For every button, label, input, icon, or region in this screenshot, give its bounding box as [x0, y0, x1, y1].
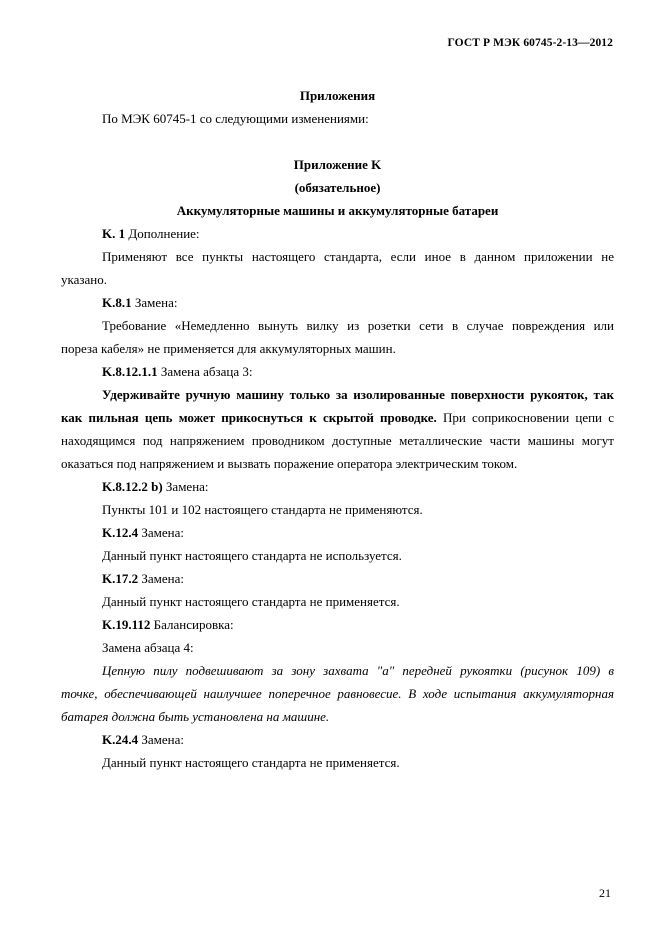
clause-k8121-warning-line [61, 383, 614, 406]
clause-k8122-text: Пункты 101 и 102 настоящего стандарта не применяются. [102, 502, 423, 517]
document-body [61, 84, 614, 774]
clause-k8121-heading [61, 360, 614, 383]
clause-k19112-heading [61, 613, 614, 636]
clause-number: K.19.112 [102, 617, 151, 632]
clause-k8121-text-line: находящимся под напряжением проводником доступные металлические части машины могут [61, 433, 614, 448]
clause-number: K.8.1 [102, 295, 132, 310]
clause-k244-text: Данный пункт настоящего стандарта не применяется. [102, 755, 400, 770]
clause-action: Балансировка: [150, 617, 234, 632]
clause-action: Замена: [131, 295, 178, 310]
standard-header: ГОСТ Р МЭК 60745-2-13—2012 [447, 37, 613, 49]
clause-k172-text: Данный пункт настоящего стандарта не применяется. [102, 594, 400, 609]
clause-k244-heading [61, 728, 614, 751]
clause-text: При соприкосновении цепи с [436, 410, 614, 425]
clause-k19112-subheading: Замена абзаца 4: [102, 640, 194, 655]
appendices-title: Приложения [299, 88, 376, 103]
clause-k81-text-line: пореза кабеля» не применяется для аккумуляторных машин. [61, 341, 396, 356]
clause-k1-text-line: указано. [61, 272, 108, 287]
clause-number: K.8.12.1.1 [102, 364, 158, 379]
clause-k19112-italic-line: Цепную пилу подвешивают за зону захвата "a" передней рукоятки (рисунок 109) в [102, 663, 614, 678]
clause-k19112-italic-line: точке, обеспечивающей наилучшее поперечное равновесие. В ходе испытания аккумуляторная [61, 686, 614, 701]
clause-number: K.17.2 [102, 571, 139, 586]
clause-number: K. 1 [102, 226, 126, 241]
clause-k1-text-line: Применяют все пункты настоящего стандарта, если иное в данном приложении не [102, 249, 614, 264]
clause-action: Замена абзаца 3: [157, 364, 253, 379]
annex-title: Приложение K [293, 157, 382, 172]
clause-k8121-warning-line [61, 406, 614, 429]
clause-action: Дополнение: [125, 226, 200, 241]
clause-k124-text: Данный пункт настоящего стандарта не используется. [102, 548, 402, 563]
page-number: 21 [599, 886, 611, 900]
clause-k19112-italic-line: батарея должна быть установлена на машине. [61, 709, 330, 724]
annex-subject: Аккумуляторные машины и аккумуляторные батареи [176, 203, 499, 218]
clause-k1-heading [61, 222, 614, 245]
clause-action: Замена: [162, 479, 209, 494]
appendices-intro: По МЭК 60745-1 со следующими изменениями: [102, 111, 369, 126]
warning-text: как пильная цепь может прикоснуться к скрытой проводке. [61, 410, 437, 425]
clause-k81-heading [61, 291, 614, 314]
clause-action: Замена: [138, 525, 184, 540]
clause-number: K.24.4 [102, 732, 139, 747]
annex-status: (обязательное) [294, 180, 381, 195]
clause-number: K.12.4 [102, 525, 139, 540]
clause-number: K.8.12.2 b) [102, 479, 163, 494]
clause-k172-heading [61, 567, 614, 590]
clause-k8122-heading [61, 475, 614, 498]
clause-k8121-text-line: оказаться под напряжением и вызвать поражение оператора электрическим током. [61, 456, 518, 471]
warning-text: Удерживайте ручную машину только за изолированные поверхности рукояток, так [102, 387, 614, 402]
clause-action: Замена: [138, 732, 184, 747]
clause-k81-text-line: Требование «Немедленно вынуть вилку из розетки сети в случае повреждения или [102, 318, 614, 333]
clause-k124-heading [61, 521, 614, 544]
clause-action: Замена: [138, 571, 184, 586]
